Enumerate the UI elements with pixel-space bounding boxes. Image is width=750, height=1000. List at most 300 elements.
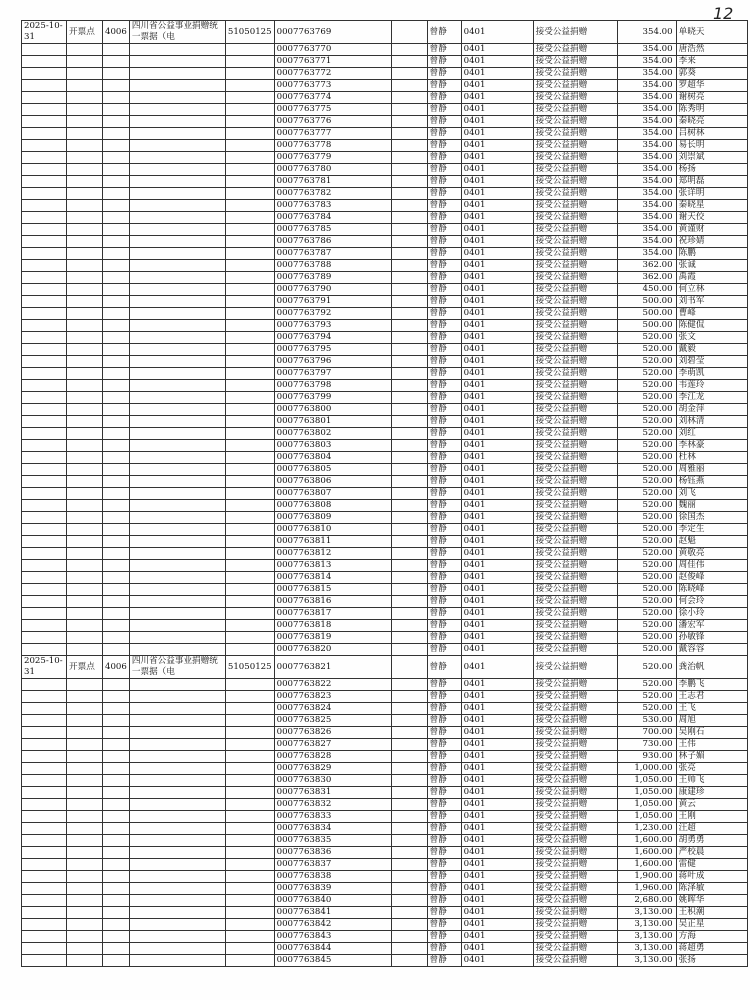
blank-cell bbox=[391, 751, 427, 763]
table-row bbox=[22, 727, 748, 739]
item-cell: 接受公益捐赠 bbox=[533, 164, 617, 176]
unit-cell bbox=[129, 428, 225, 440]
table-row bbox=[22, 500, 748, 512]
table-row bbox=[22, 296, 748, 308]
unit-cell bbox=[129, 895, 225, 907]
donor-name-cell: 胡勇勇 bbox=[676, 835, 747, 847]
amount-cell: 1,600.00 bbox=[617, 835, 676, 847]
blank-cell bbox=[391, 416, 427, 428]
operator-cell: 曾静 bbox=[427, 404, 461, 416]
unit-code-cell bbox=[225, 188, 274, 200]
date-cell bbox=[22, 572, 67, 584]
operator-cell: 曾静 bbox=[427, 188, 461, 200]
donor-name-cell: 何立林 bbox=[676, 284, 747, 296]
table-row bbox=[22, 92, 748, 104]
site-cell bbox=[67, 644, 103, 656]
code-cell: 0401 bbox=[461, 620, 533, 632]
unit-code-cell bbox=[225, 560, 274, 572]
table-row bbox=[22, 440, 748, 452]
unit-code-cell bbox=[225, 739, 274, 751]
table-row bbox=[22, 524, 748, 536]
date-cell bbox=[22, 308, 67, 320]
date-cell bbox=[22, 608, 67, 620]
unit-code-cell bbox=[225, 104, 274, 116]
receipt-no-cell: 0007763804 bbox=[274, 452, 391, 464]
operator-cell: 曾静 bbox=[427, 751, 461, 763]
blank-cell bbox=[391, 596, 427, 608]
num-cell bbox=[103, 572, 130, 584]
amount-cell: 3,130.00 bbox=[617, 931, 676, 943]
amount-cell: 354.00 bbox=[617, 104, 676, 116]
donor-name-cell: 李江龙 bbox=[676, 392, 747, 404]
unit-cell bbox=[129, 152, 225, 164]
unit-code-cell bbox=[225, 775, 274, 787]
item-cell: 接受公益捐赠 bbox=[533, 428, 617, 440]
amount-cell: 354.00 bbox=[617, 80, 676, 92]
item-cell: 接受公益捐赠 bbox=[533, 404, 617, 416]
table-row bbox=[22, 164, 748, 176]
item-cell: 接受公益捐赠 bbox=[533, 715, 617, 727]
operator-cell: 曾静 bbox=[427, 104, 461, 116]
item-cell: 接受公益捐赠 bbox=[533, 739, 617, 751]
unit-cell bbox=[129, 104, 225, 116]
unit-code-cell bbox=[225, 907, 274, 919]
code-cell: 0401 bbox=[461, 404, 533, 416]
date-cell bbox=[22, 847, 67, 859]
site-cell bbox=[67, 140, 103, 152]
site-cell bbox=[67, 572, 103, 584]
site-cell bbox=[67, 212, 103, 224]
unit-code-cell bbox=[225, 332, 274, 344]
num-cell bbox=[103, 128, 130, 140]
receipt-no-cell: 0007763830 bbox=[274, 775, 391, 787]
unit-cell bbox=[129, 751, 225, 763]
num-cell bbox=[103, 164, 130, 176]
num-cell bbox=[103, 955, 130, 967]
donor-name-cell: 李林豪 bbox=[676, 440, 747, 452]
unit-cell bbox=[129, 284, 225, 296]
amount-cell: 3,130.00 bbox=[617, 907, 676, 919]
num-cell bbox=[103, 440, 130, 452]
code-cell: 0401 bbox=[461, 80, 533, 92]
amount-cell: 354.00 bbox=[617, 116, 676, 128]
code-cell: 0401 bbox=[461, 68, 533, 80]
site-cell bbox=[67, 236, 103, 248]
date-cell bbox=[22, 296, 67, 308]
num-cell bbox=[103, 332, 130, 344]
code-cell: 0401 bbox=[461, 763, 533, 775]
item-cell: 接受公益捐赠 bbox=[533, 847, 617, 859]
donor-name-cell: 刘书军 bbox=[676, 296, 747, 308]
blank-cell bbox=[391, 320, 427, 332]
item-cell: 接受公益捐赠 bbox=[533, 236, 617, 248]
blank-cell bbox=[391, 92, 427, 104]
code-cell: 0401 bbox=[461, 308, 533, 320]
operator-cell: 曾静 bbox=[427, 236, 461, 248]
amount-cell: 520.00 bbox=[617, 632, 676, 644]
unit-cell bbox=[129, 775, 225, 787]
donor-name-cell: 蒋超勇 bbox=[676, 943, 747, 955]
blank-cell bbox=[391, 859, 427, 871]
receipt-no-cell: 0007763781 bbox=[274, 176, 391, 188]
receipt-no-cell: 0007763801 bbox=[274, 416, 391, 428]
operator-cell: 曾静 bbox=[427, 332, 461, 344]
item-cell: 接受公益捐赠 bbox=[533, 536, 617, 548]
unit-cell bbox=[129, 919, 225, 931]
item-cell: 接受公益捐赠 bbox=[533, 835, 617, 847]
receipt-no-cell: 0007763780 bbox=[274, 164, 391, 176]
item-cell: 接受公益捐赠 bbox=[533, 883, 617, 895]
unit-cell bbox=[129, 464, 225, 476]
operator-cell: 曾静 bbox=[427, 859, 461, 871]
num-cell bbox=[103, 895, 130, 907]
unit-code-cell bbox=[225, 620, 274, 632]
operator-cell: 曾静 bbox=[427, 80, 461, 92]
num-cell bbox=[103, 620, 130, 632]
receipt-no-cell: 0007763799 bbox=[274, 392, 391, 404]
operator-cell: 曾静 bbox=[427, 392, 461, 404]
item-cell: 接受公益捐赠 bbox=[533, 92, 617, 104]
site-cell bbox=[67, 835, 103, 847]
date-cell bbox=[22, 188, 67, 200]
table-row bbox=[22, 21, 748, 44]
operator-cell: 曾静 bbox=[427, 632, 461, 644]
num-cell bbox=[103, 224, 130, 236]
num-cell bbox=[103, 763, 130, 775]
amount-cell: 1,000.00 bbox=[617, 763, 676, 775]
date-cell bbox=[22, 632, 67, 644]
operator-cell: 曾静 bbox=[427, 524, 461, 536]
code-cell: 0401 bbox=[461, 572, 533, 584]
donor-name-cell: 姚晖华 bbox=[676, 895, 747, 907]
site-cell bbox=[67, 524, 103, 536]
unit-cell bbox=[129, 584, 225, 596]
unit-code-cell bbox=[225, 488, 274, 500]
receipt-no-cell: 0007763772 bbox=[274, 68, 391, 80]
operator-cell: 曾静 bbox=[427, 943, 461, 955]
code-cell: 0401 bbox=[461, 775, 533, 787]
amount-cell: 930.00 bbox=[617, 751, 676, 763]
amount-cell: 354.00 bbox=[617, 128, 676, 140]
amount-cell: 354.00 bbox=[617, 212, 676, 224]
unit-code-cell bbox=[225, 919, 274, 931]
table-row bbox=[22, 931, 748, 943]
num-cell bbox=[103, 80, 130, 92]
code-cell: 0401 bbox=[461, 44, 533, 56]
date-cell bbox=[22, 392, 67, 404]
table-row bbox=[22, 320, 748, 332]
receipt-no-cell: 0007763818 bbox=[274, 620, 391, 632]
unit-cell bbox=[129, 536, 225, 548]
item-cell: 接受公益捐赠 bbox=[533, 104, 617, 116]
receipt-no-cell: 0007763792 bbox=[274, 308, 391, 320]
donor-name-cell: 吴正星 bbox=[676, 919, 747, 931]
unit-code-cell bbox=[225, 296, 274, 308]
unit-cell bbox=[129, 835, 225, 847]
table-row bbox=[22, 943, 748, 955]
num-cell bbox=[103, 691, 130, 703]
receipt-no-cell: 0007763795 bbox=[274, 344, 391, 356]
item-cell: 接受公益捐赠 bbox=[533, 907, 617, 919]
unit-code-cell bbox=[225, 308, 274, 320]
date-cell bbox=[22, 320, 67, 332]
site-cell bbox=[67, 608, 103, 620]
operator-cell: 曾静 bbox=[427, 548, 461, 560]
blank-cell bbox=[391, 188, 427, 200]
date-cell bbox=[22, 140, 67, 152]
blank-cell bbox=[391, 656, 427, 679]
blank-cell bbox=[391, 404, 427, 416]
item-cell: 接受公益捐赠 bbox=[533, 488, 617, 500]
code-cell: 0401 bbox=[461, 644, 533, 656]
num-cell bbox=[103, 512, 130, 524]
date-cell bbox=[22, 548, 67, 560]
unit-code-cell bbox=[225, 727, 274, 739]
unit-code-cell bbox=[225, 452, 274, 464]
amount-cell: 1,050.00 bbox=[617, 787, 676, 799]
unit-code-cell bbox=[225, 584, 274, 596]
site-cell bbox=[67, 560, 103, 572]
donor-name-cell: 郑明磊 bbox=[676, 176, 747, 188]
receipt-no-cell: 0007763833 bbox=[274, 811, 391, 823]
donor-name-cell: 陈健侃 bbox=[676, 320, 747, 332]
site-cell bbox=[67, 823, 103, 835]
unit-cell bbox=[129, 560, 225, 572]
unit-cell bbox=[129, 68, 225, 80]
date-cell bbox=[22, 104, 67, 116]
receipt-no-cell: 0007763822 bbox=[274, 679, 391, 691]
code-cell: 0401 bbox=[461, 104, 533, 116]
table-row bbox=[22, 847, 748, 859]
unit-code-cell bbox=[225, 847, 274, 859]
unit-code-cell bbox=[225, 80, 274, 92]
code-cell: 0401 bbox=[461, 835, 533, 847]
operator-cell: 曾静 bbox=[427, 715, 461, 727]
unit-cell bbox=[129, 703, 225, 715]
unit-cell bbox=[129, 548, 225, 560]
num-cell bbox=[103, 823, 130, 835]
code-cell: 0401 bbox=[461, 380, 533, 392]
blank-cell bbox=[391, 68, 427, 80]
site-cell bbox=[67, 176, 103, 188]
receipt-no-cell: 0007763800 bbox=[274, 404, 391, 416]
operator-cell: 曾静 bbox=[427, 596, 461, 608]
code-cell: 0401 bbox=[461, 356, 533, 368]
item-cell: 接受公益捐赠 bbox=[533, 632, 617, 644]
table-row bbox=[22, 452, 748, 464]
unit-code-cell bbox=[225, 931, 274, 943]
table-row bbox=[22, 284, 748, 296]
donor-name-cell: 黄谨财 bbox=[676, 224, 747, 236]
amount-cell: 1,050.00 bbox=[617, 799, 676, 811]
receipt-no-cell: 0007763842 bbox=[274, 919, 391, 931]
amount-cell: 520.00 bbox=[617, 500, 676, 512]
unit-cell bbox=[129, 128, 225, 140]
operator-cell: 曾静 bbox=[427, 763, 461, 775]
site-cell bbox=[67, 44, 103, 56]
operator-cell: 曾静 bbox=[427, 572, 461, 584]
unit-code-cell bbox=[225, 811, 274, 823]
unit-cell bbox=[129, 44, 225, 56]
code-cell: 0401 bbox=[461, 344, 533, 356]
item-cell: 接受公益捐赠 bbox=[533, 200, 617, 212]
operator-cell: 曾静 bbox=[427, 140, 461, 152]
blank-cell bbox=[391, 80, 427, 92]
receipt-no-cell: 0007763773 bbox=[274, 80, 391, 92]
amount-cell: 1,600.00 bbox=[617, 847, 676, 859]
num-cell bbox=[103, 847, 130, 859]
code-cell: 0401 bbox=[461, 512, 533, 524]
operator-cell: 曾静 bbox=[427, 919, 461, 931]
blank-cell bbox=[391, 871, 427, 883]
code-cell: 0401 bbox=[461, 284, 533, 296]
item-cell: 接受公益捐赠 bbox=[533, 679, 617, 691]
amount-cell: 520.00 bbox=[617, 584, 676, 596]
table-row bbox=[22, 344, 748, 356]
site-cell bbox=[67, 56, 103, 68]
site-cell bbox=[67, 452, 103, 464]
unit-cell bbox=[129, 811, 225, 823]
donor-name-cell: 李萌凯 bbox=[676, 368, 747, 380]
table-row bbox=[22, 116, 748, 128]
donor-name-cell: 秦晓亮 bbox=[676, 116, 747, 128]
blank-cell bbox=[391, 488, 427, 500]
unit-cell bbox=[129, 608, 225, 620]
blank-cell bbox=[391, 21, 427, 44]
blank-cell bbox=[391, 644, 427, 656]
amount-cell: 520.00 bbox=[617, 476, 676, 488]
num-cell bbox=[103, 380, 130, 392]
page-number: 12 bbox=[713, 4, 734, 23]
item-cell: 接受公益捐赠 bbox=[533, 320, 617, 332]
table-row bbox=[22, 871, 748, 883]
num-cell bbox=[103, 584, 130, 596]
blank-cell bbox=[391, 500, 427, 512]
num-cell bbox=[103, 943, 130, 955]
item-cell: 接受公益捐赠 bbox=[533, 356, 617, 368]
unit-cell bbox=[129, 140, 225, 152]
unit-code-cell bbox=[225, 691, 274, 703]
site-cell bbox=[67, 632, 103, 644]
operator-cell: 曾静 bbox=[427, 691, 461, 703]
blank-cell bbox=[391, 380, 427, 392]
table-row bbox=[22, 104, 748, 116]
table-row bbox=[22, 44, 748, 56]
table-row bbox=[22, 200, 748, 212]
code-cell: 0401 bbox=[461, 560, 533, 572]
table-row bbox=[22, 560, 748, 572]
unit-cell bbox=[129, 727, 225, 739]
table-row bbox=[22, 272, 748, 284]
amount-cell: 354.00 bbox=[617, 224, 676, 236]
donor-name-cell: 林子媚 bbox=[676, 751, 747, 763]
table-row bbox=[22, 787, 748, 799]
table-row bbox=[22, 835, 748, 847]
operator-cell: 曾静 bbox=[427, 416, 461, 428]
unit-code-cell bbox=[225, 871, 274, 883]
num-cell bbox=[103, 284, 130, 296]
operator-cell: 曾静 bbox=[427, 476, 461, 488]
unit-code-cell bbox=[225, 116, 274, 128]
code-cell: 0401 bbox=[461, 500, 533, 512]
unit-code-cell bbox=[225, 476, 274, 488]
code-cell: 0401 bbox=[461, 128, 533, 140]
date-cell bbox=[22, 200, 67, 212]
operator-cell: 曾静 bbox=[427, 260, 461, 272]
receipt-no-cell: 0007763812 bbox=[274, 548, 391, 560]
item-cell: 接受公益捐赠 bbox=[533, 572, 617, 584]
operator-cell: 曾静 bbox=[427, 931, 461, 943]
code-cell: 0401 bbox=[461, 416, 533, 428]
date-cell bbox=[22, 560, 67, 572]
date-cell bbox=[22, 703, 67, 715]
code-cell: 0401 bbox=[461, 632, 533, 644]
blank-cell bbox=[391, 835, 427, 847]
blank-cell bbox=[391, 428, 427, 440]
operator-cell: 曾静 bbox=[427, 428, 461, 440]
code-cell: 0401 bbox=[461, 524, 533, 536]
operator-cell: 曾静 bbox=[427, 308, 461, 320]
blank-cell bbox=[391, 332, 427, 344]
item-cell: 接受公益捐赠 bbox=[533, 524, 617, 536]
table-row bbox=[22, 775, 748, 787]
operator-cell: 曾静 bbox=[427, 68, 461, 80]
donor-name-cell: 张文 bbox=[676, 332, 747, 344]
blank-cell bbox=[391, 931, 427, 943]
operator-cell: 曾静 bbox=[427, 488, 461, 500]
amount-cell: 3,130.00 bbox=[617, 955, 676, 967]
blank-cell bbox=[391, 632, 427, 644]
amount-cell: 500.00 bbox=[617, 320, 676, 332]
date-cell bbox=[22, 332, 67, 344]
num-cell bbox=[103, 524, 130, 536]
num-cell bbox=[103, 368, 130, 380]
item-cell: 接受公益捐赠 bbox=[533, 895, 617, 907]
blank-cell bbox=[391, 847, 427, 859]
receipt-no-cell: 0007763774 bbox=[274, 92, 391, 104]
date-cell bbox=[22, 584, 67, 596]
code-cell: 0401 bbox=[461, 955, 533, 967]
unit-cell bbox=[129, 679, 225, 691]
item-cell: 接受公益捐赠 bbox=[533, 584, 617, 596]
item-cell: 接受公益捐赠 bbox=[533, 644, 617, 656]
code-cell: 0401 bbox=[461, 727, 533, 739]
item-cell: 接受公益捐赠 bbox=[533, 21, 617, 44]
unit-cell bbox=[129, 116, 225, 128]
unit-cell bbox=[129, 644, 225, 656]
num-cell bbox=[103, 632, 130, 644]
unit-cell bbox=[129, 787, 225, 799]
table-row bbox=[22, 512, 748, 524]
amount-cell: 354.00 bbox=[617, 152, 676, 164]
date-cell bbox=[22, 895, 67, 907]
blank-cell bbox=[391, 584, 427, 596]
table-row bbox=[22, 140, 748, 152]
unit-code-cell bbox=[225, 608, 274, 620]
site-cell bbox=[67, 787, 103, 799]
item-cell: 接受公益捐赠 bbox=[533, 224, 617, 236]
operator-cell: 曾静 bbox=[427, 272, 461, 284]
site-cell bbox=[67, 392, 103, 404]
donor-name-cell: 陈晓峰 bbox=[676, 584, 747, 596]
code-cell: 0401 bbox=[461, 272, 533, 284]
donor-name-cell: 杨扬 bbox=[676, 164, 747, 176]
code-cell: 0401 bbox=[461, 164, 533, 176]
num-cell bbox=[103, 236, 130, 248]
blank-cell bbox=[391, 440, 427, 452]
unit-cell: 四川省公益事业捐赠统一票据（电 bbox=[129, 21, 225, 44]
donor-name-cell: 赵魁 bbox=[676, 536, 747, 548]
